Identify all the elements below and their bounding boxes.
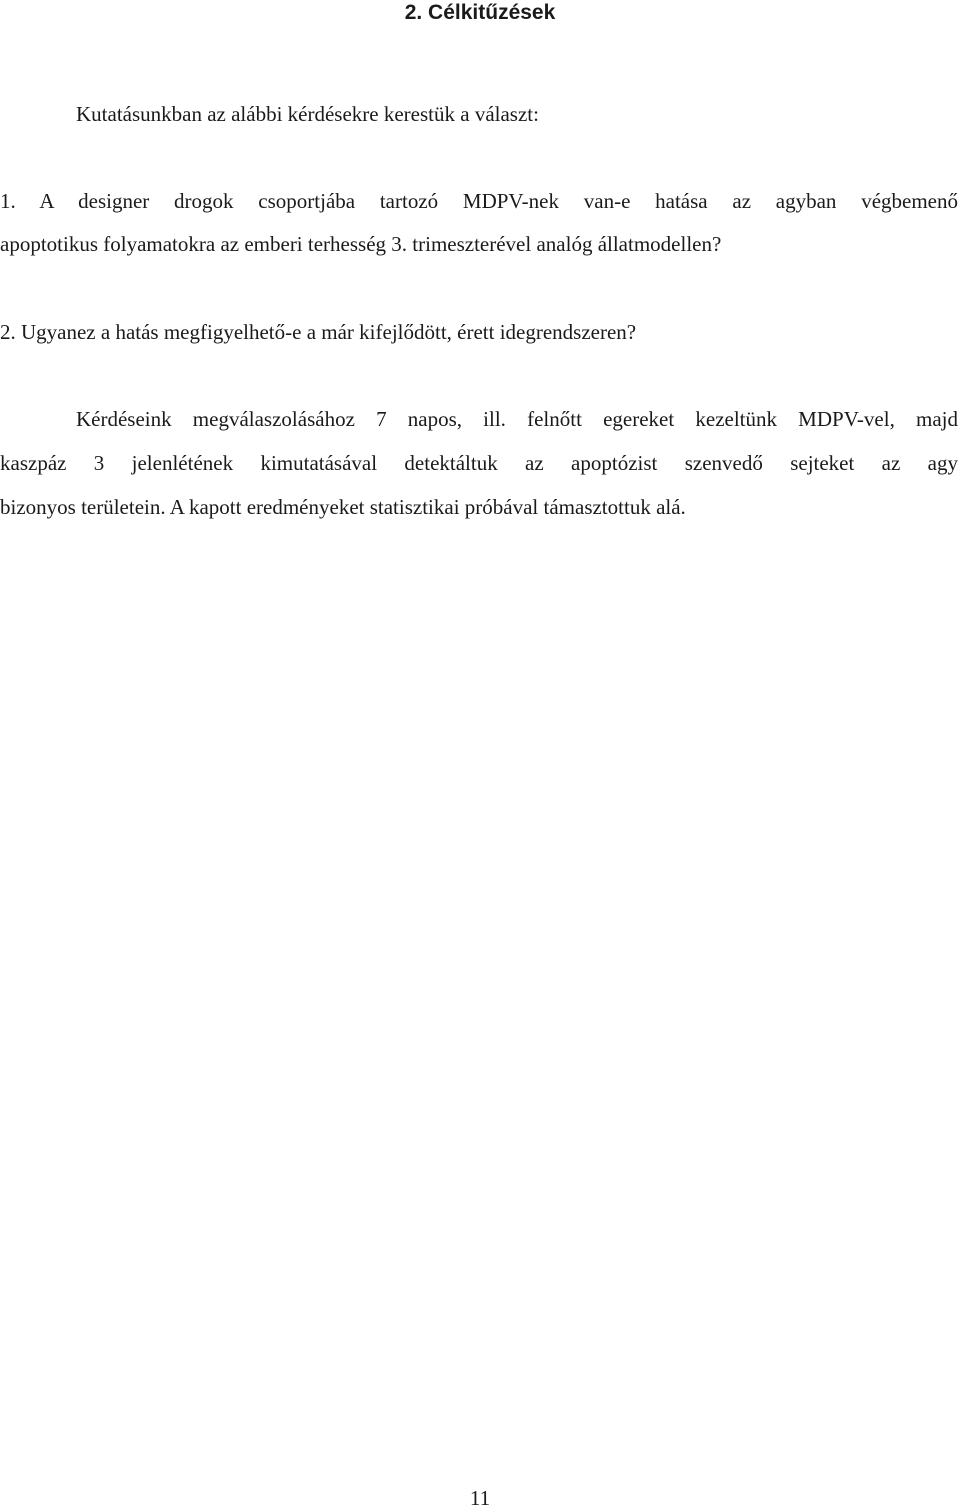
methods-line-1: Kérdéseink megválaszolásához 7 napos, ill. felnőtt egereket kezeltünk MDPV-vel, majd	[76, 407, 958, 431]
question-1-line-1: 1. A designer drogok csoportjába tartozó MDPV-nek van-e hatása az agyban végbemenő	[0, 189, 958, 213]
question-1-line-2: apoptotikus folyamatokra az emberi terhesség 3. trimeszterével analóg állatmodellen?	[0, 232, 722, 256]
page-number: 11	[469, 1486, 491, 1510]
section-heading: 2. Célkitűzések	[404, 1, 556, 24]
methods-line-3: bizonyos területein. A kapott eredményeket statisztikai próbával támasztottuk alá.	[0, 495, 686, 519]
methods-line-2: kaszpáz 3 jelenlétének kimutatásával detektáltuk az apoptózist szenvedő sejteket az agy	[0, 451, 958, 475]
intro-paragraph: Kutatásunkban az alábbi kérdésekre kerestük a választ:	[76, 102, 539, 126]
question-2-line-1: 2. Ugyanez a hatás megfigyelhető-e a már kifejlődött, érett idegrendszeren?	[0, 320, 637, 344]
